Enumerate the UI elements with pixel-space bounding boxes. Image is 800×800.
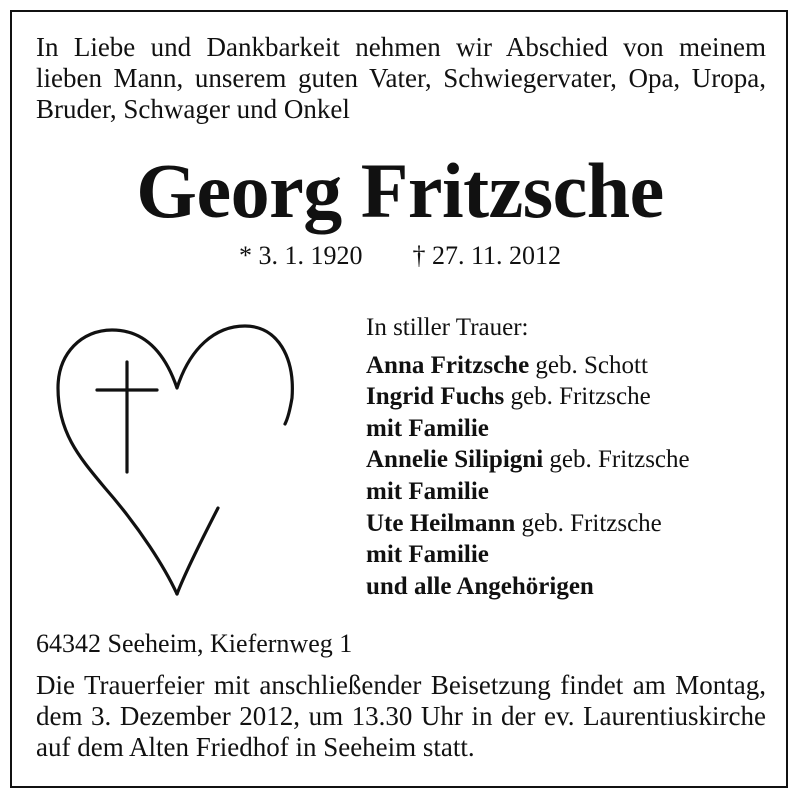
heart-right-stroke: [177, 508, 218, 594]
mourner-entry: [366, 444, 786, 476]
ceremony-text: Die Trauerfeier mit anschließender Beisetzung findet am Montag, dem 3. Dezember 2012, um 13.30 Uhr in der ev. Laurentiuskirche auf dem Alten Friedhof in Seeheim statt.: [36, 670, 766, 762]
intro-text: In Liebe und Dankbarkeit nehmen wir Abschied von meinem lieben Mann, unserem guten Vater, Schwiegervater, Opa, Uropa, Bruder, Schwager und Onkel: [36, 32, 766, 124]
mourner-entry: [366, 476, 786, 508]
mourner-name: mit Familie: [366, 541, 489, 569]
death-date: † 27. 11. 2012: [412, 241, 562, 270]
mourners-heading: In stiller Trauer:: [366, 314, 529, 341]
mourner-entry: [366, 350, 786, 382]
mourner-name: mit Familie: [366, 414, 489, 442]
mourner-name: und alle Angehörigen: [366, 572, 594, 600]
mourner-entry: [366, 571, 786, 603]
mourner-name: Ingrid Fuchs: [366, 383, 505, 411]
mourner-name: mit Familie: [366, 477, 489, 505]
mourner-suffix: geb. Schott: [529, 351, 648, 379]
mourner-suffix: geb. Fritzsche: [504, 383, 651, 411]
family-address: 64342 Seeheim, Kiefernweg 1: [36, 629, 353, 658]
deceased-name: Georg Fritzsche: [136, 147, 664, 234]
heart-outline: [58, 326, 292, 594]
mourner-name: Ute Heilmann: [366, 509, 516, 537]
mourner-entry: [366, 508, 786, 540]
mourner-name: Annelie Silipigni: [366, 446, 544, 474]
mourner-entry: [366, 539, 786, 571]
birth-date: * 3. 1. 1920: [238, 241, 363, 270]
mourner-entry: [366, 413, 786, 445]
heart-with-cross-icon: [50, 318, 300, 608]
mourner-name: Anna Fritzsche: [366, 351, 530, 379]
mourner-suffix: geb. Fritzsche: [515, 509, 662, 537]
mourner-suffix: geb. Fritzsche: [543, 446, 690, 474]
mourners-list: [366, 312, 786, 602]
mourner-entry: [366, 381, 786, 413]
life-dates: [0, 240, 800, 272]
